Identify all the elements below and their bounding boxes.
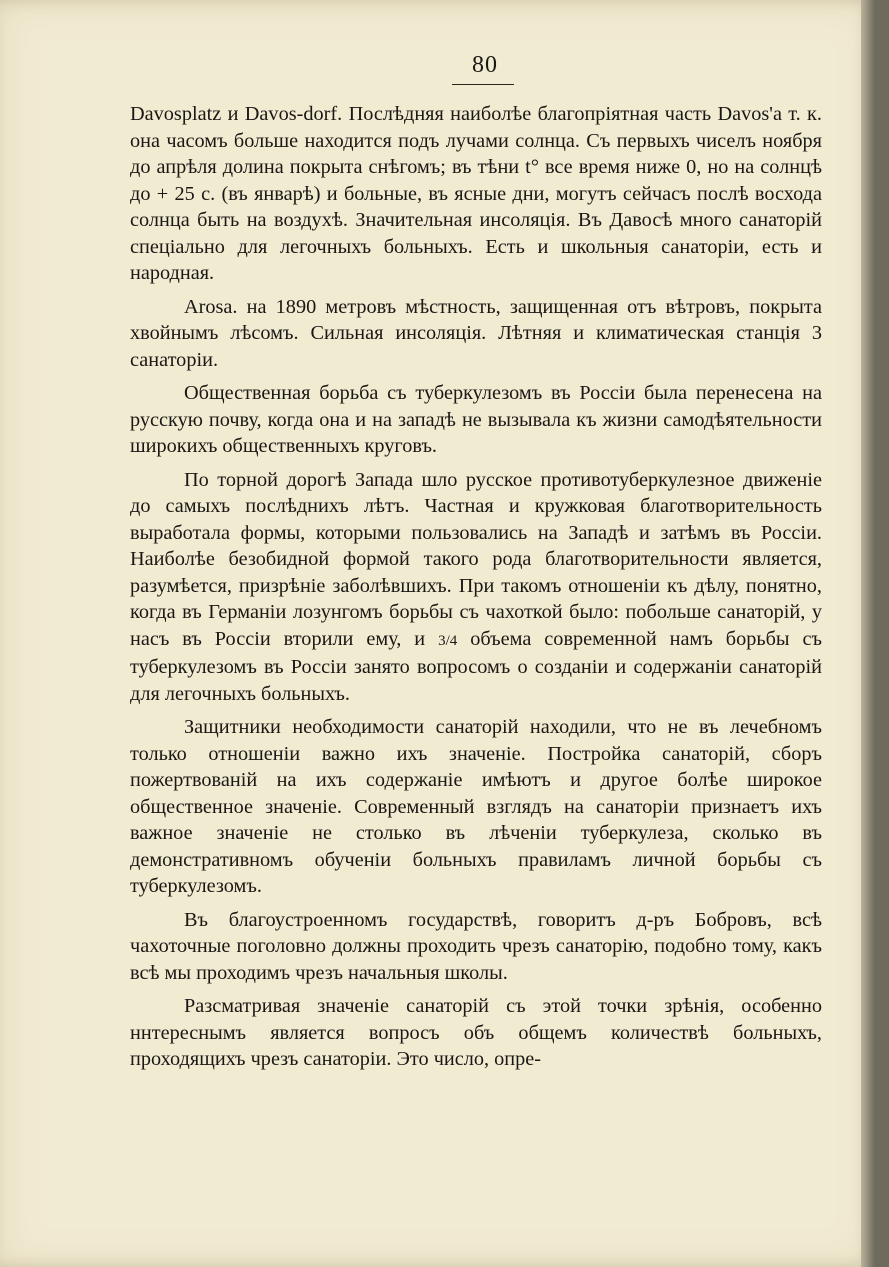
paragraph-western-road <box>130 467 822 708</box>
paragraph-western-road-part1: По торной дорогѣ Запада шло русское противотуберкулезное движеніе до самыхъ послѣднихъ лѣтъ. Частная и кружковая благотворительность выработала формы, которыми пользовались на Западѣ и затѣмъ въ Россіи. Наиболѣе безобидной формой такого рода благотворительности является, разумѣется, призрѣніе заболѣвшихъ. При такомъ отношеніи къ дѣлу, понятно, когда въ Германіи лозунгомъ борьбы съ чахоткой было: побольше санаторій, у насъ въ Россіи вторили ему, и <box>130 468 822 650</box>
fraction-three-quarters: 3/4 <box>438 632 458 649</box>
paragraph-arosa: Arosa. на 1890 метровъ мѣстность, защищенная отъ вѣтровъ, покрыта хвойнымъ лѣсомъ. Сильная инсоляція. Лѣтняя и климатическая станція 3 санаторіи. <box>130 295 822 371</box>
paragraph-bobrov: Въ благоустроенномъ государствѣ, говоритъ д-ръ Бобровъ, всѣ чахоточные поголовно должны проходить чрезъ санаторію, подобно тому, какъ всѣ мы проходимъ чрезъ начальныя школы. <box>130 908 822 984</box>
paragraph-considering: Разсматривая значеніе санаторій съ этой точки зрѣнія, особенно ннтереснымъ является вопросъ объ общемъ количествѣ больныхъ, проходящихъ чрезъ санаторіи. Это число, опре- <box>130 995 822 1070</box>
paragraph-defenders: Защитники необходимости санаторій находили, что не въ лечебномъ только отношеніи важно ихъ значеніе. Постройка санаторій, сборъ пожертвованій на ихъ содержаніе имѣютъ и другое болѣе широкое общественное значеніе. Современный взглядъ на санаторіи признаетъ ихъ важное значеніе не столько въ лѣченіи туберкулеза, сколько въ демонстративномъ обученіи больныхъ правиламъ личной борьбы съ туберкулезомъ. <box>130 716 822 897</box>
paragraph-western-road-part2: объема современной намъ борьбы съ туберкулезомъ въ Россіи занято вопросомъ о созданіи и содержаніи санаторій для легочныхъ больныхъ. <box>130 627 822 705</box>
page-number: 80 <box>472 52 498 78</box>
paragraph-public-struggle: Общественная борьба съ туберкулезомъ въ Россіи была перенесена на русскую почву, когда она и на западѣ не вызывала къ жизни самодѣятельности широкихъ общественныхъ круговъ. <box>130 382 822 457</box>
page-edge-shadow <box>861 0 875 1267</box>
paragraph-davos: Davosplatz и Davos-dorf. Послѣдняя наиболѣе благопріятная часть Davos'а т. к. она часомъ больше находится подъ лучами солнца. Съ первыхъ чиселъ ноября до апрѣля долина покрыта снѣгомъ; въ тѣни t° все время ниже 0, но на солнцѣ до + 25 с. (въ январѣ) и больные, въ ясные дни, могутъ сейчасъ послѣ восхода солнца быть на воздухѣ. Значительная инсоляція. Въ Давосѣ много санаторій спеціально для легочныхъ больныхъ. Есть и школьныя санаторіи, есть и народная. <box>130 103 822 284</box>
page-number-rule <box>452 84 514 85</box>
body-text <box>130 101 822 1080</box>
